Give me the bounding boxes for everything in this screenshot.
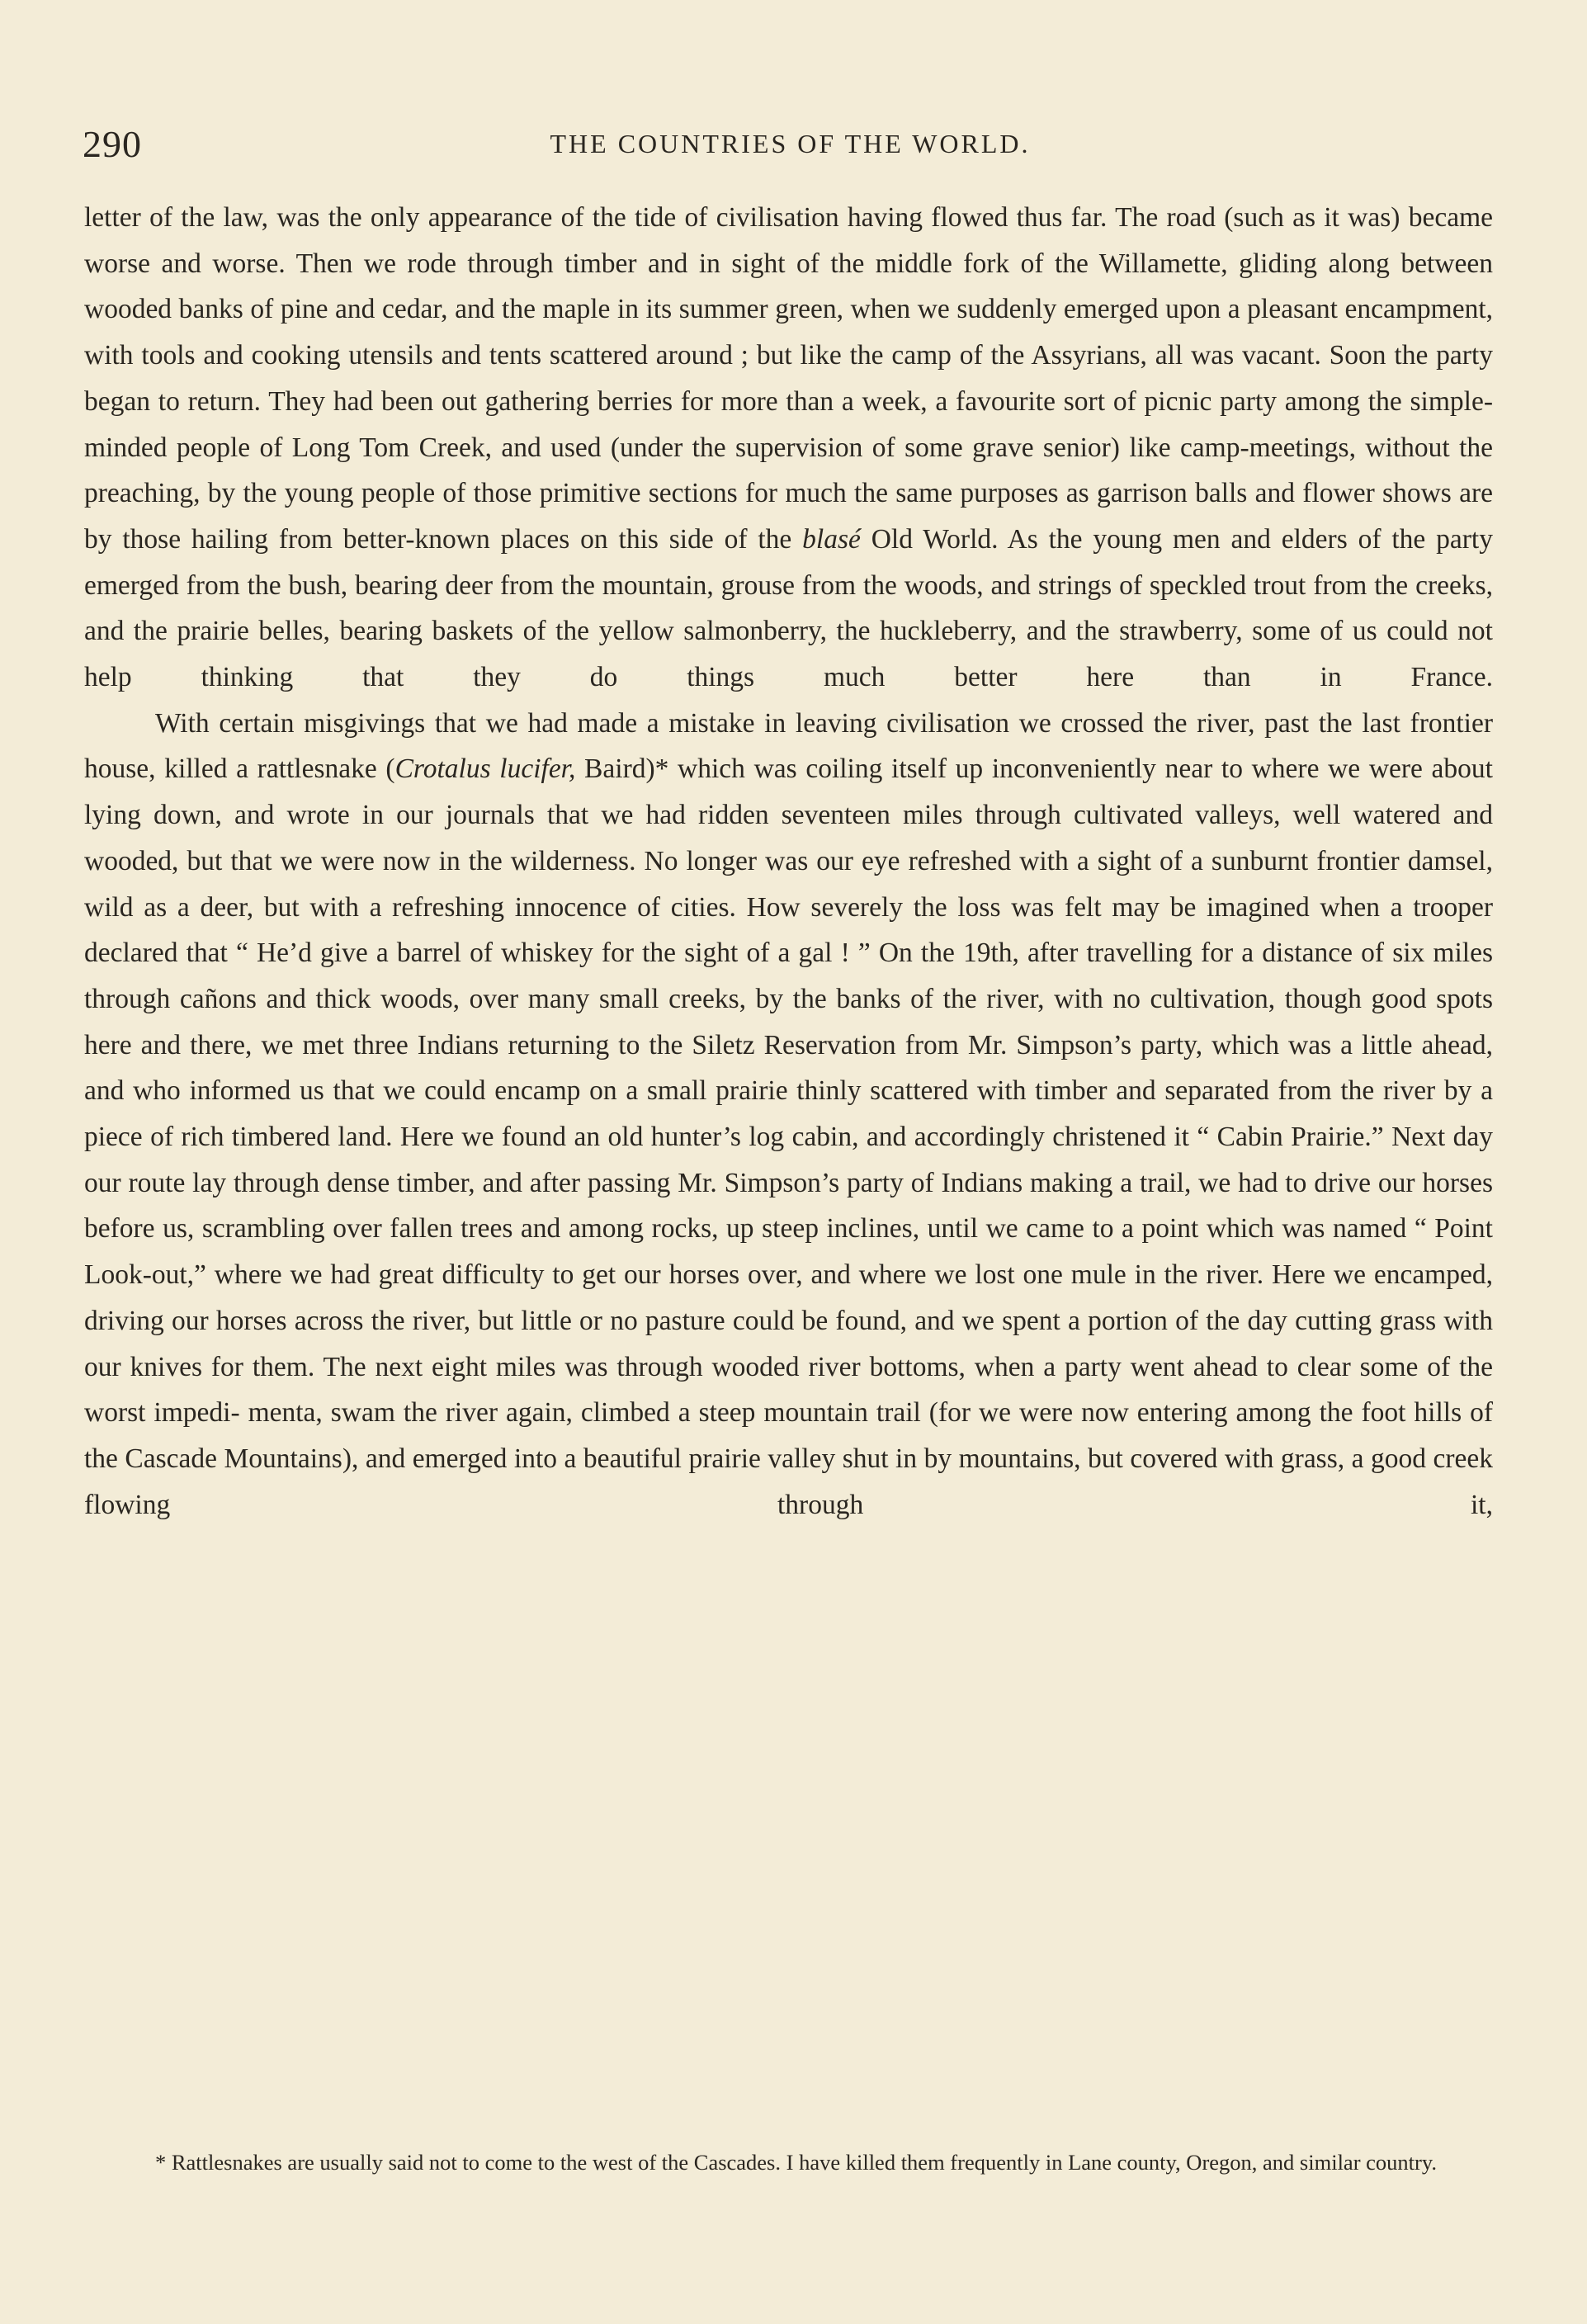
footnote: * Rattlesnakes are usually said not to come to the west of the Cascades. I have killed them frequently in Lane county, Oregon, and similar country. (155, 2150, 1437, 2175)
paragraph-2-text-b: Baird)* which was coiling itself up inconveniently near to where we were about lying down, and wrote in our journals that we had ridden seventeen miles through cultivated valleys, well watered and wooded, but that we were now in the wilderness. No longer was our eye refreshed with a sight of a sunburnt frontier damsel, wild as a deer, but with a refreshing innocence of cities. How severely the loss was felt may be imagined when a trooper declared that “ He’d give a barrel of whiskey for the sight of a gal ! ” On the 19th, after travelling for a distance of six miles through cañons and thick woods, over many small creeks, by the banks of the river, with no cultivation, though good spots here and there, we met three Indians returning to the Siletz Reservation from Mr. Simpson’s party, which was a little ahead, and who informed us that we could encamp on a small prairie thinly scattered with timber and separated from the river by a piece of rich timbered land. Here we found an old hunter’s log cabin, and accordingly christened it “ Cabin Prairie.” Next day our route lay through dense timber, and after passing Mr. Simpson’s party of Indians making a trail, we had to drive our horses before us, scrambling over fallen trees and among rocks, up steep inclines, until we came to a point which was named “ Point Look-out,” where we had great difficulty to get our horses over, and where we lost one mule in the river. Here we encamped, driving our horses across the river, but little or no pasture could be found, and we spent a portion of the day cutting grass with our knives for them. The next eight miles was through wooded river bottoms, when a party went ahead to clear some of the worst impedi- menta, swam the river again, climbed a steep mountain trail (for we were now entering among the foot hills of the Cascade Mountains), and emerged into a beautiful prairie valley shut in by mountains, but covered with grass, a good creek flowing through it, (84, 753, 1493, 1520)
paragraph-1-text-a: letter of the law, was the only appearance of the tide of civilisation having flowed thus far. The road (such as it was) became worse and worse. Then we rode through timber and in sight of the middle fork of the Willamette, gliding along between wooded banks of pine and cedar, and the maple in its summer green, when we suddenly emerged upon a pleasant encampment, with tools and cooking utensils and tents scattered around ; but like the camp of the Assyrians, all was vacant. Soon the party began to return. They had been out gathering berries for more than a week, a favourite sort of picnic party among the simple-minded people of Long Tom Creek, and used (under the supervision of some grave senior) like camp-meetings, without the preaching, by the young people of those primitive sections for much the same purposes as garrison balls and flower shows are by those hailing from better-known places on this side of the (84, 202, 1493, 555)
paragraph-1 (84, 195, 1493, 701)
paragraph-1-text-b: Old World. As the young men and elders of the party emerged from the bush, bearing deer from the mountain, grouse from the woods, and strings of speckled trout from the creeks, and the prairie belles, bearing baskets of the yellow salmonberry, the huckleberry, and the strawberry, some of us could not help thinking that they do things much better here than in France. (84, 523, 1493, 693)
body-text (84, 195, 1493, 1528)
page-header (83, 122, 1498, 172)
paragraph-2-text-a: With certain misgivings that we had made a mistake in leaving civilisation we crossed the river, past the last frontier house, killed a rattlesnake ( (84, 707, 1493, 785)
paragraph-2 (84, 701, 1493, 1528)
page-number: 290 (83, 123, 142, 165)
italic-species-name: Crotalus lucifer, (394, 753, 576, 785)
italic-word-blase: blasé (802, 523, 861, 555)
running-title: THE COUNTRIES OF THE WORLD. (550, 129, 1031, 158)
